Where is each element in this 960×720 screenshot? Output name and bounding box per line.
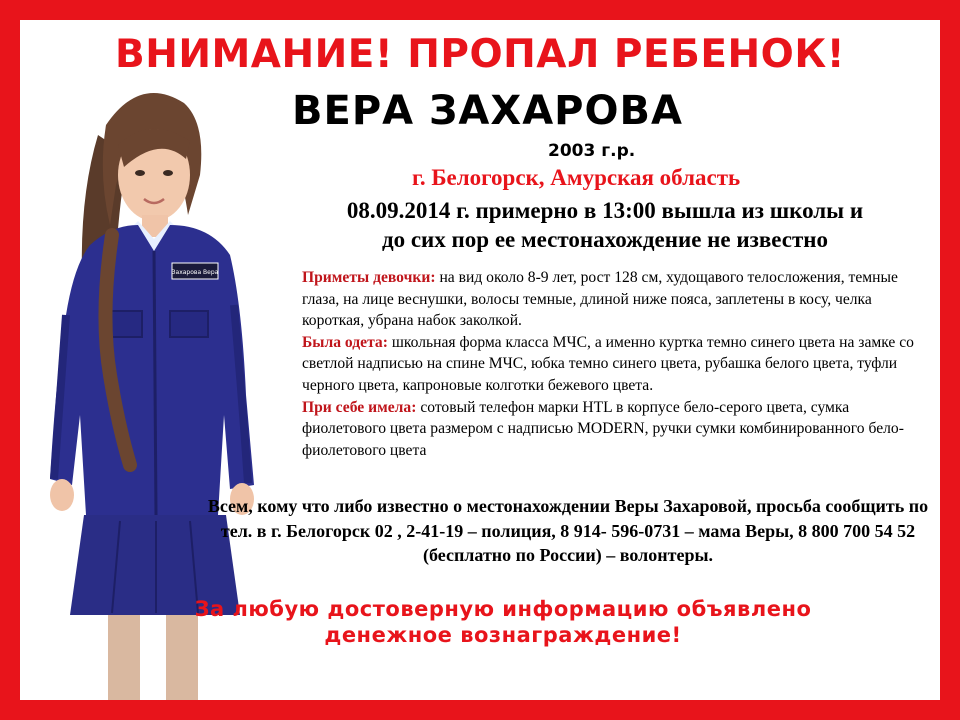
disappearance-line-2: до сих пор ее местонахождение не известно [381, 227, 829, 252]
signs-paragraph [302, 267, 930, 332]
reward-notice [158, 596, 848, 648]
poster-content [20, 20, 940, 700]
missing-person-name: ВЕРА ЗАХАРОВА [292, 88, 683, 134]
poster-headline: ВНИМАНИЕ! ПРОПАЛ РЕБЕНОК! [114, 32, 845, 77]
clothes-label: Была одета: [302, 333, 388, 351]
disappearance-line-1: 08.09.2014 г. примерно в 13:00 вышла из школы и [346, 198, 864, 223]
clothes-text: школьная форма класса МЧС, а именно куртка темно синего цвета на замке со светлой надписью на спине МЧС, юбка темно синего цвета, рубашка белого цвета, туфли черного цвета, капроновые колготки бежевого цвета. [302, 333, 914, 394]
items-label: При себе имела: [302, 398, 417, 416]
reward-line-2: денежное вознаграждение! [324, 623, 682, 647]
signs-label: Приметы девочки: [302, 269, 436, 286]
birth-year: 2003 г.р. [548, 141, 636, 161]
badge-text: Захарова Вера [171, 269, 219, 276]
contact-info: Всем, кому что либо известно о местонахождении Веры Захаровой, просьба сообщить по тел. в г. Белогорск 02 , 2-41-19 – полиция, 8 914- 596-0731 – мама Веры, 8 800 700 54 52 (бесплатно по России) – волонтеры. [207, 496, 929, 565]
city-region: г. Белогорск, Амурская область [412, 165, 741, 190]
disappearance-info [270, 196, 940, 254]
signs-text: на вид около 8-9 лет, рост 128 см, худощавого телосложения, темные глаза, на лице веснушки, волосы темные, длиной ниже пояса, заплетены в косу, челка короткая, убрана набок заколкой. [302, 269, 898, 330]
items-text: сотовый телефон марки HTL в корпусе бело-серого цвета, сумка фиолетового цвета размером с надписью MODERN, ручки сумки комбинированного бело-фиолетового цвета [302, 398, 904, 459]
reward-line-1: За любую достоверную информацию объявлено [194, 597, 812, 621]
items-paragraph [302, 397, 930, 462]
clothes-paragraph [302, 332, 930, 397]
description-block [302, 267, 930, 461]
